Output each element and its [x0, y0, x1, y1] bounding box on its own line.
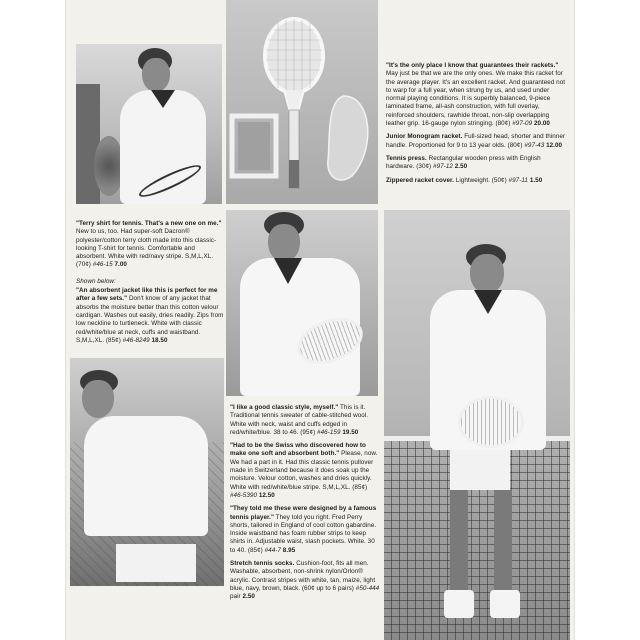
racket-headline: "It's the only place I know that guarantees their rackets.": [386, 62, 559, 69]
pullover-body: Please, now. We had a part in it. Had this classic tennis pullover made in Switzerland because it does soak up the moisture. Velour cotton, washes and dries quickly. White with red/white/blue stripe. S,M,L,XL. (85¢): [230, 450, 378, 491]
junior-name: Junior Monogram racket.: [386, 133, 463, 141]
shorts-body: They told you right. Fred Perry shorts, tailored in England of cool cotton gabardine. Inside waistband has foam rubber strips to keep shirts in. Adjustable waist, slash pockets. White. 30 to 40. (85¢): [230, 513, 377, 554]
socks-unit: pair: [230, 593, 241, 601]
racket-body: May just be that we are the only ones. We make this racket for the average player. It's an excellent racket. And guaranteed not to warp for a full year, when strung by us, and used under normal playing conditions. It is superbly balanced, 9-piece laminated frame, all-ash construction, with full overlay, reinforced shoulders, rawhide throat, non-slip overlapping leather grip. 16-gauge nylon stringing. (80¢): [386, 70, 566, 128]
terry-price: 7.00: [114, 261, 127, 269]
sweater-headline: "I like a good classic style, myself.": [230, 404, 339, 411]
racket-code: #97-09: [512, 120, 533, 128]
jacket-price: 18.50: [151, 336, 168, 344]
copy-sweater-pullover-shorts-socks: [230, 404, 380, 607]
pullover-code: #46-5390: [230, 491, 258, 499]
jacket-headline: "An absorbent jacket like this is perfect for me after a few sets.": [76, 287, 218, 303]
socks-name: Stretch tennis socks.: [230, 560, 295, 568]
jacket-code: #46-8249: [122, 336, 150, 344]
terry-body: New to us, too. Had super-soft Dacron® polyester/cotton terry cloth made into this classic-looking T-shirt for tennis. Comfortable and absorbent. White with red/navy stripe. S,M,L,XL. (70¢): [76, 228, 217, 269]
cover-code: #97-11: [508, 176, 528, 184]
junior-body: Full-sized head, shorter and thinner handle. Proportioned for 9 to 13 year olds. (80¢): [386, 133, 566, 149]
pullover-headline: "Had to be the Swiss who discovered how to make one soft and absorbent both.": [230, 442, 366, 458]
sweater-code: #46-159: [317, 428, 341, 436]
socks-price: 2.50: [242, 593, 255, 601]
photo-racket-press-cover: [226, 0, 378, 204]
socks-code: #50-444: [355, 584, 380, 592]
copy-terry-and-jacket: [76, 220, 224, 350]
photo-velour-jacket-man: [70, 358, 224, 586]
photo-terry-shirt-man: [76, 44, 222, 204]
cover-body: Lightweight. (50¢): [455, 176, 507, 184]
cover-name: Zippered racket cover.: [386, 176, 454, 184]
press-price: 2.50: [454, 163, 468, 171]
cover-price: 1.50: [529, 176, 543, 184]
junior-code: #97-43: [524, 141, 545, 149]
junior-price: 12.00: [546, 141, 563, 149]
photo-tennis-court-man: [384, 210, 570, 640]
socks-body: Cushion-foot, fits all men. Washable, absorbent, non-shrink nylon/Orlon® acrylic. Contrast stripes with white, tan, maize, light blue, navy, brown, black. (60¢ up to 6 pairs): [230, 560, 376, 592]
shown-below-label: Shown below:: [76, 277, 116, 285]
terry-code: #46-15: [92, 261, 113, 269]
terry-headline: "Terry shirt for tennis. That's a new one on me.": [76, 220, 222, 227]
press-name: Tennis press.: [386, 154, 427, 162]
racket-price: 20.00: [533, 120, 550, 128]
press-code: #97-12: [433, 163, 453, 171]
shorts-price: 8.95: [282, 546, 296, 554]
copy-racket: [386, 62, 566, 190]
press-body: Rectangular wooden press with English hardware. (30¢): [386, 154, 541, 171]
photo-cable-sweater-man: [226, 210, 378, 396]
jacket-body: Don't know of any jacket that absorbs the moisture better than this cotton velour cardigan. Washes out easily, dries readily. Zips from low neckline to turtleneck. White with classic red/white/blue at neck, cuffs and waistband. S,M,L,XL. (85¢): [76, 295, 224, 344]
shorts-headline: "They told me these were designed by a famous tennis player.": [230, 505, 377, 521]
shorts-code: #44-7: [264, 546, 281, 554]
catalog-page: [66, 0, 574, 640]
sweater-body: This is it. Traditional tennis sweater of cable-stitched wool. White with neck, waist and cuffs edged in red/white/blue. 38 to 46. (95¢): [230, 404, 369, 436]
pullover-price: 12.50: [258, 491, 275, 499]
sweater-price: 19.50: [342, 428, 359, 436]
